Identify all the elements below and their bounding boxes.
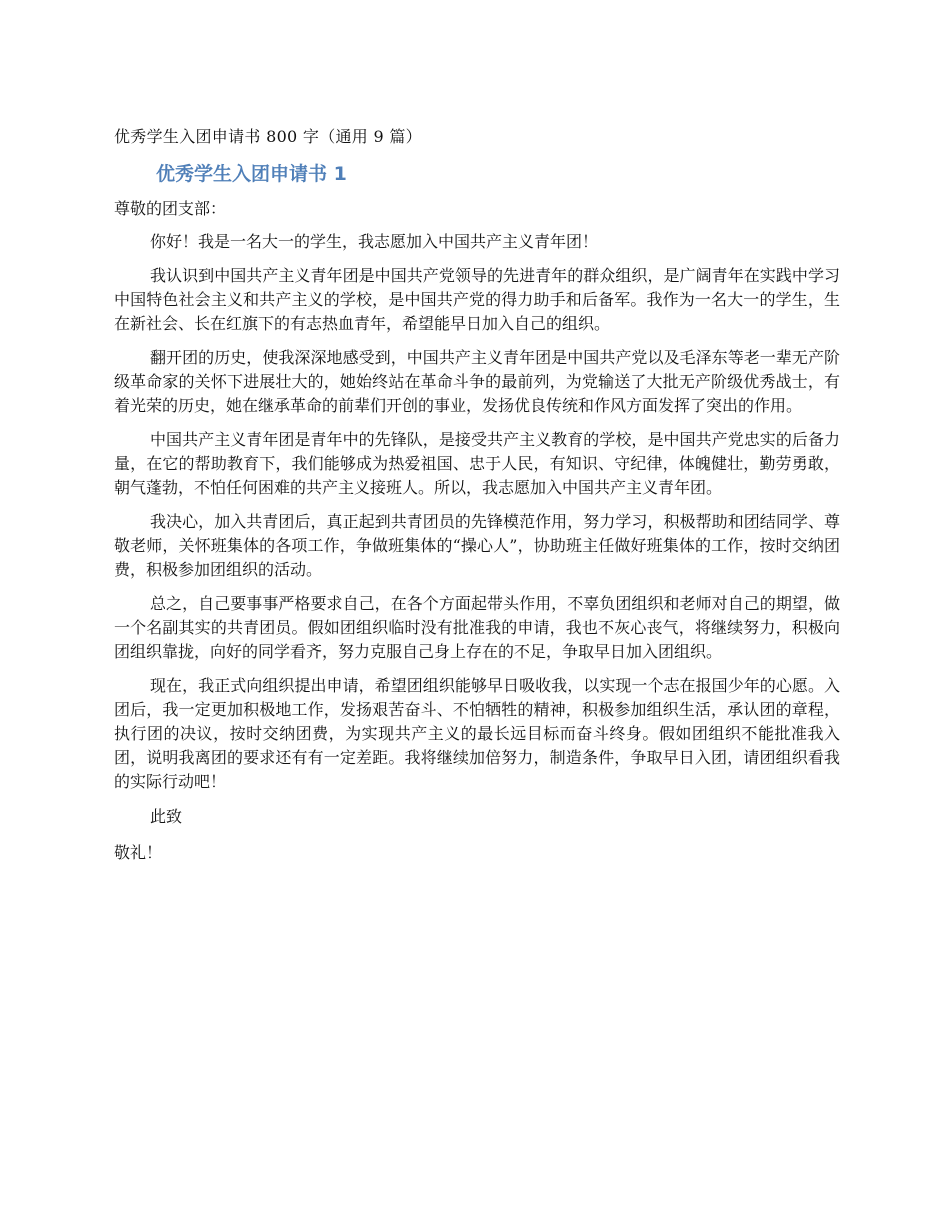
- paragraph-6: 总之，自己要事事严格要求自己，在各个方面起带头作用，不辜负团组织和老师对自己的期望，做一个名副其实的共青团员。假如团组织临时没有批准我的申请，我也不灰心丧气，将继续努力，积极向团组织靠拢，向好的同学看齐，努力克服自己身上存在的不足，争取早日加入团组织。: [114, 594, 840, 661]
- document-title: 优秀学生入团申请书 800 字（通用 9 篇）: [114, 127, 422, 146]
- paragraph-1: 你好！我是一名大一的学生，我志愿加入中国共产主义青年团！: [150, 232, 599, 251]
- paragraph-2: 我认识到中国共产主义青年团是中国共产党领导的先进青年的群众组织，是广阔青年在实践中学习中国特色社会主义和共产主义的学校，是中国共产党的得力助手和后备军。我作为一名大一的学生，生在新社会、长在红旗下的有志热血青年，希望能早日加入自己的组织。: [114, 266, 840, 333]
- paragraph-4: 中国共产主义青年团是青年中的先锋队，是接受共产主义教育的学校，是中国共产党忠实的后备力量，在它的帮助教育下，我们能够成为热爱祖国、忠于人民，有知识、守纪律，体魄健壮，勤劳勇敢，朝气蓬勃，不怕任何困难的共产主义接班人。所以，我志愿加入中国共产主义青年团。: [114, 430, 840, 497]
- salutation: 尊敬的团支部：: [114, 199, 227, 218]
- paragraph-3: 翻开团的历史，使我深深地感受到，中国共产主义青年团是中国共产党以及毛泽东等老一辈无产阶级革命家的关怀下进展壮大的，她始终站在革命斗争的最前列，为党输送了大批无产阶级优秀战士，有着光荣的历史，她在继承革命的前辈们开创的事业，发扬优良传统和作风方面发挥了突出的作用。: [114, 348, 840, 415]
- closing: 此致: [150, 807, 183, 826]
- paragraph-5: 我决心，加入共青团后，真正起到共青团员的先锋模范作用，努力学习，积极帮助和团结同学、尊敬老师，关怀班集体的各项工作，争做班集体的“操心人”，协助班主任做好班集体的工作，按时交纳团费，积极参加团组织的活动。: [114, 512, 840, 579]
- document-page: [114, 124, 840, 866]
- paragraph-7: 现在，我正式向组织提出申请，希望团组织能够早日吸收我，以实现一个志在报国少年的心愿。入团后，我一定更加积极地工作，发扬艰苦奋斗、不怕牺牲的精神，积极参加组织生活，承认团的章程，执行团的决议，按时交纳团费，为实现共产主义的最长远目标而奋斗终身。假如团组织不能批准我入团，说明我离团的要求还有有一定差距。我将继续加倍努力，制造条件，争取早日入团，请团组织看我的实际行动吧！: [114, 676, 840, 791]
- regards: 敬礼！: [114, 843, 163, 862]
- section-heading: 优秀学生入团申请书 1: [156, 163, 347, 185]
